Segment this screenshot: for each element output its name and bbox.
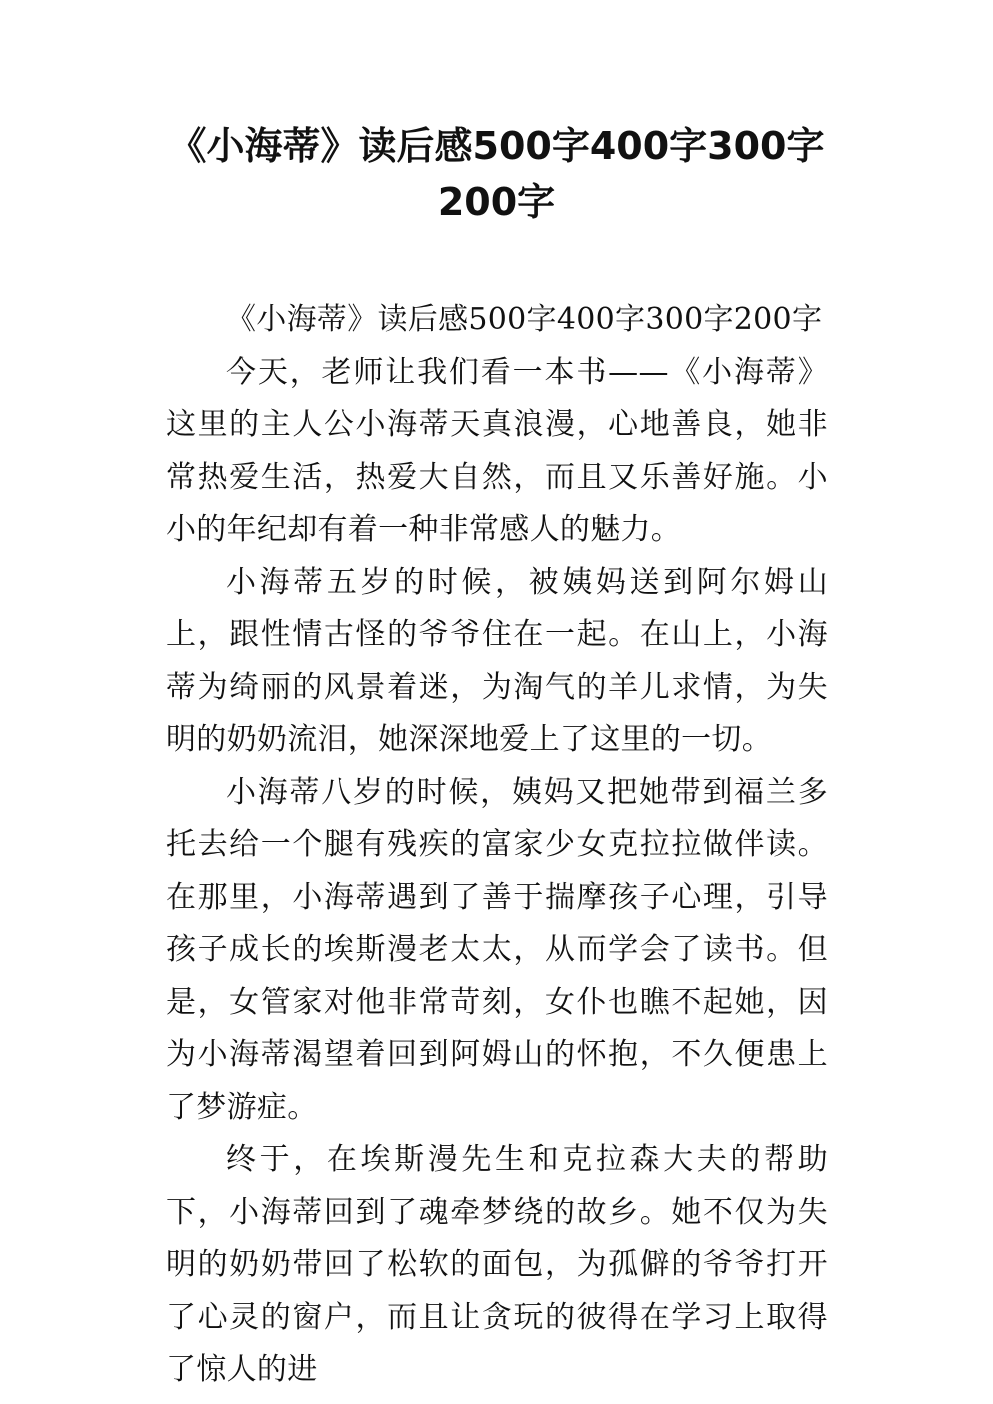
paragraph-subtitle: 《小海蒂》读后感500字400字300字200字 bbox=[226, 302, 823, 337]
document-body bbox=[166, 294, 828, 1397]
paragraph-return: 终于，在埃斯漫先生和克拉森大夫的帮助下，小海蒂回到了魂牵梦绕的故乡。她不仅为失明的奶奶带回了松软的面包，为孤僻的爷爷打开了心灵的窗户，而且让贪玩的彼得在学习上取得了惊人的进 bbox=[166, 1142, 828, 1387]
paragraph-mountain: 小海蒂五岁的时候，被姨妈送到阿尔姆山上，跟性情古怪的爷爷住在一起。在山上，小海蒂为绮丽的风景着迷，为淘气的羊儿求情，为失明的奶奶流泪，她深深地爱上了这里的一切。 bbox=[166, 564, 828, 757]
paragraph-intro: 今天，老师让我们看一本书——《小海蒂》这里的主人公小海蒂天真浪漫，心地善良，她非常热爱生活，热爱大自然，而且又乐善好施。小小的年纪却有着一种非常感人的魅力。 bbox=[166, 354, 828, 547]
document-title: 《小海蒂》读后感500字400字300字200字 bbox=[168, 124, 825, 224]
paragraph-frankfurt: 小海蒂八岁的时候，姨妈又把她带到福兰多托去给一个腿有残疾的富家少女克拉拉做伴读。在那里，小海蒂遇到了善于揣摩孩子心理，引导孩子成长的埃斯漫老太太，从而学会了读书。但是，女管家对他非常苛刻，女仆也瞧不起她，因为小海蒂渴望着回到阿姆山的怀抱，不久便患上了梦游症。 bbox=[166, 774, 828, 1125]
